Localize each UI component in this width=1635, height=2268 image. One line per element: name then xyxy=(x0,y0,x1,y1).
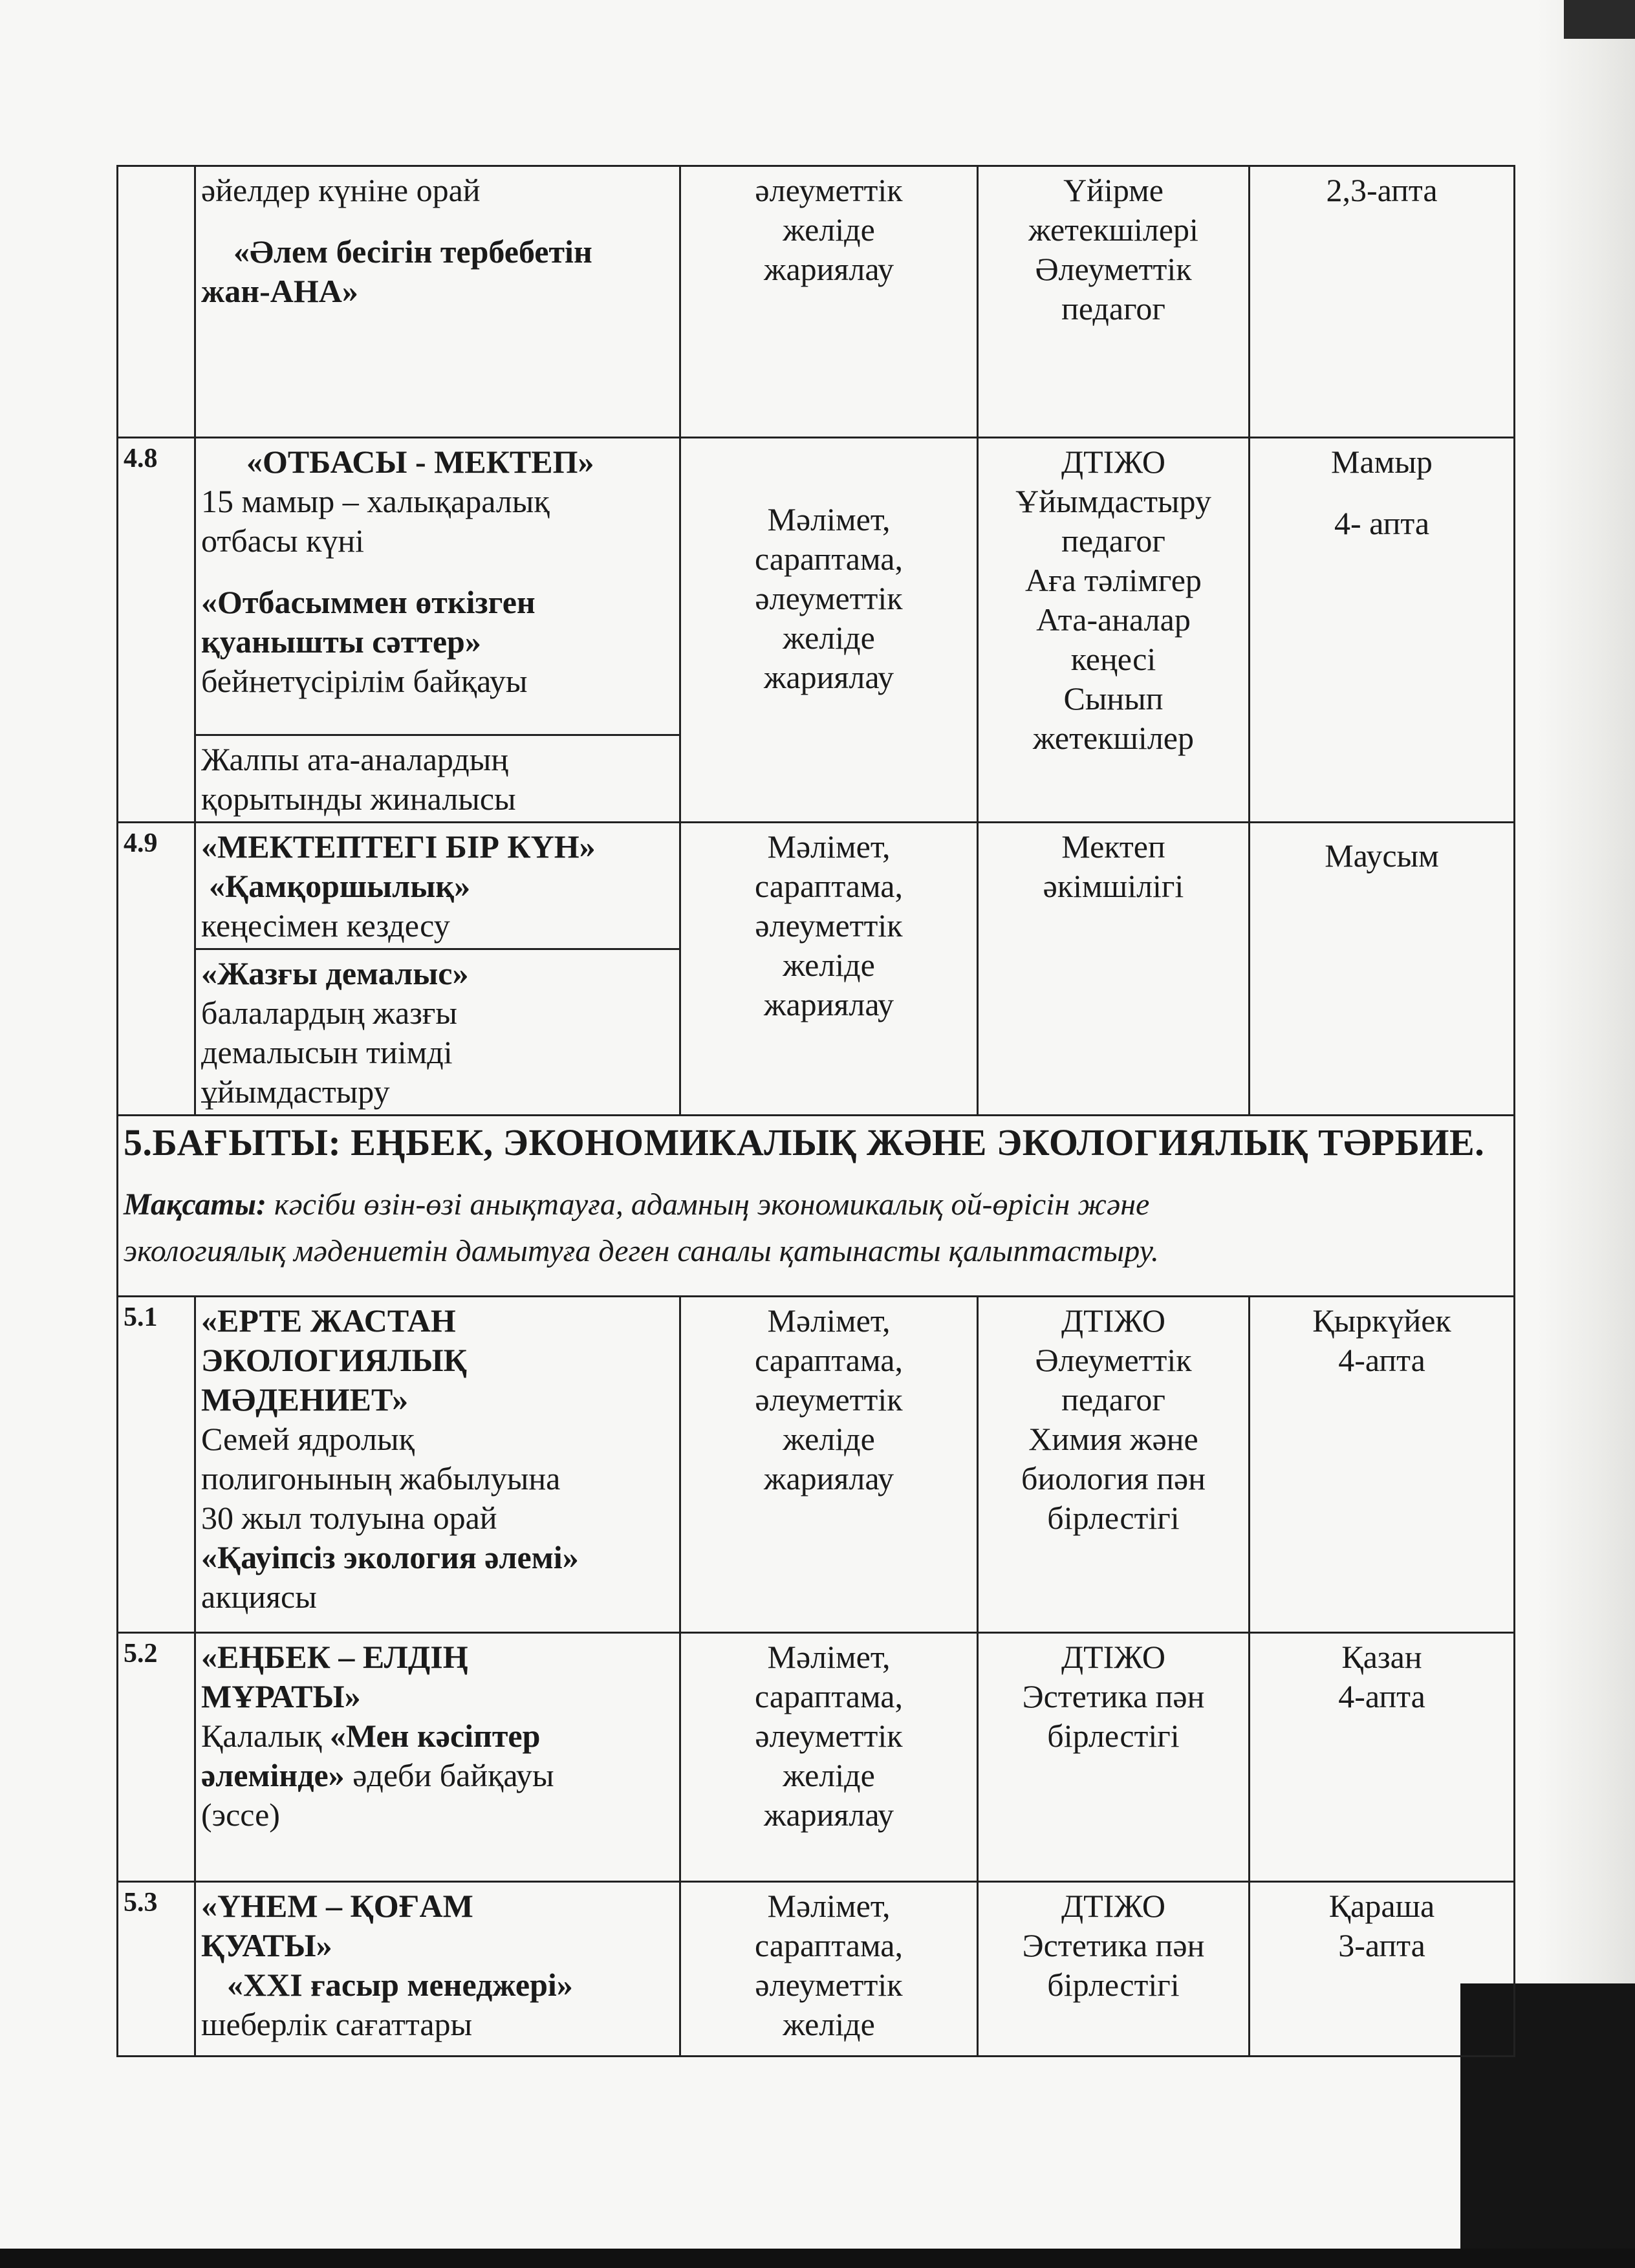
form-text: әлеуметтік xyxy=(755,172,903,208)
responsible-text: жетекшілері xyxy=(1028,211,1198,248)
responsible-text: Химия және xyxy=(1028,1421,1198,1457)
event-text: полигонының жабылуына xyxy=(201,1460,561,1496)
form-text: сараптама, xyxy=(755,541,903,577)
form-cell xyxy=(680,1297,978,1633)
page-edge-shadow xyxy=(1538,0,1635,2268)
time-cell xyxy=(1250,823,1515,1116)
table-row xyxy=(118,1633,1515,1882)
event-text: бейнетүсірілім байқауы xyxy=(201,663,528,699)
event-text-bold: әлемінде» xyxy=(201,1757,345,1793)
event-cell xyxy=(195,949,680,1116)
scan-corner-top xyxy=(1564,0,1635,39)
form-text: сараптама, xyxy=(755,868,903,904)
event-title: «Қауіпсіз экология әлемі» xyxy=(201,1539,579,1575)
form-text: желіде xyxy=(783,620,875,656)
table-row xyxy=(118,438,1515,735)
plan-table xyxy=(116,165,1515,2057)
table-row xyxy=(118,823,1515,949)
responsible-text: биология пән xyxy=(1021,1460,1206,1496)
form-text: әлеуметтік xyxy=(755,907,903,944)
event-cell xyxy=(195,823,680,949)
event-title: «Әлем бесігін тербебетін xyxy=(233,233,592,270)
responsible-text: педагог xyxy=(1061,1381,1165,1418)
event-title: «ЕҢБЕК – ЕЛДІҢ xyxy=(201,1639,468,1675)
event-text-part: әдеби байқауы xyxy=(344,1757,554,1793)
time-text: 4- апта xyxy=(1334,505,1430,541)
section-cell xyxy=(118,1116,1515,1297)
form-text: әлеуметтік xyxy=(755,1718,903,1754)
event-text xyxy=(201,1716,674,1756)
responsible-text: бірлестігі xyxy=(1047,1718,1180,1754)
event-title: «Жазғы демалыс» xyxy=(201,955,469,991)
form-text: жариялау xyxy=(763,251,894,287)
responsible-text: педагог xyxy=(1061,290,1165,327)
time-cell xyxy=(1250,438,1515,823)
form-text: сараптама, xyxy=(755,1927,903,1963)
form-text: сараптама, xyxy=(755,1342,903,1378)
event-cell xyxy=(195,1297,680,1633)
responsible-text: ДТІЖО xyxy=(1061,1888,1165,1924)
responsible-cell xyxy=(978,1882,1250,2057)
form-cell xyxy=(680,1882,978,2057)
event-title: «Отбасыммен өткізген xyxy=(201,584,536,620)
event-text: қорытынды жиналысы xyxy=(201,781,516,817)
responsible-text: Эстетика пән xyxy=(1022,1927,1205,1963)
form-text: желіде xyxy=(783,2006,875,2042)
responsible-text: Ата-аналар xyxy=(1036,601,1191,638)
event-title: ҚУАТЫ» xyxy=(201,1927,332,1963)
table-row xyxy=(118,1297,1515,1633)
responsible-text: кеңесі xyxy=(1070,641,1156,677)
time-cell xyxy=(1250,1882,1515,2057)
event-text: демалысын тиімді xyxy=(201,1034,453,1070)
section-goal xyxy=(124,1182,1508,1275)
form-text: Мәлімет, xyxy=(767,1888,891,1924)
responsible-text: Әлеуметтік xyxy=(1035,251,1192,287)
responsible-text: Ұйымдастыру xyxy=(1015,483,1211,519)
responsible-text: Сынып xyxy=(1063,680,1164,717)
form-text: желіде xyxy=(783,211,875,248)
responsible-text: ДТІЖО xyxy=(1061,1639,1165,1675)
event-title: «ҮНЕМ – ҚОҒАМ xyxy=(201,1888,473,1924)
responsible-text: педагог xyxy=(1061,523,1165,559)
form-text: әлеуметтік xyxy=(755,580,903,616)
time-text: Қазан xyxy=(1341,1639,1422,1675)
event-text: (эссе) xyxy=(201,1797,280,1833)
row-number: 5.1 xyxy=(118,1297,195,1633)
form-text: желіде xyxy=(783,947,875,983)
row-number: 5.2 xyxy=(118,1633,195,1882)
event-title: «XXI ғасыр менеджері» xyxy=(227,1967,573,2003)
form-cell xyxy=(680,1633,978,1882)
time-cell xyxy=(1250,166,1515,438)
event-text-part: Қалалық xyxy=(201,1718,330,1754)
goal-text: кәсіби өзін-өзі анықтауға, адамның экономикалық ой-өрісін және xyxy=(266,1187,1150,1222)
form-text: желіде xyxy=(783,1757,875,1793)
responsible-text: Әлеуметтік xyxy=(1035,1342,1192,1378)
time-text: 3-апта xyxy=(1338,1927,1425,1963)
form-cell xyxy=(680,823,978,1116)
scan-border-bottom xyxy=(0,2249,1635,2268)
row-number: 4.8 xyxy=(118,438,195,823)
event-cell xyxy=(195,438,680,735)
responsible-text: әкімшілігі xyxy=(1043,868,1184,904)
responsible-text: Эстетика пән xyxy=(1022,1678,1205,1714)
event-text: акциясы xyxy=(201,1579,317,1615)
responsible-cell xyxy=(978,438,1250,823)
row-number xyxy=(118,166,195,438)
event-text: 15 мамыр – халықаралық xyxy=(201,483,550,519)
event-title: МӘДЕНИЕТ» xyxy=(201,1381,409,1418)
event-text: отбасы күні xyxy=(201,523,365,559)
event-cell xyxy=(195,1633,680,1882)
form-text: жариялау xyxy=(763,1460,894,1496)
form-text: жариялау xyxy=(763,986,894,1022)
form-text: Мәлімет, xyxy=(767,1639,891,1675)
section-row xyxy=(118,1116,1515,1297)
form-cell xyxy=(680,438,978,823)
time-text: Маусым xyxy=(1325,837,1439,874)
responsible-text: жетекшілер xyxy=(1033,720,1194,756)
responsible-text: Мектеп xyxy=(1061,828,1165,865)
table-row xyxy=(118,166,1515,438)
event-text xyxy=(201,1756,674,1795)
responsible-cell xyxy=(978,1297,1250,1633)
event-cell xyxy=(195,1882,680,2057)
time-text: 4-апта xyxy=(1338,1342,1425,1378)
form-text: әлеуметтік xyxy=(755,1381,903,1418)
event-title: ЭКОЛОГИЯЛЫҚ xyxy=(201,1342,467,1378)
form-text: жариялау xyxy=(763,1797,894,1833)
event-text: кеңесімен кездесу xyxy=(201,907,450,944)
time-cell xyxy=(1250,1633,1515,1882)
event-text: Жалпы ата-аналардың xyxy=(201,741,509,777)
responsible-cell xyxy=(978,823,1250,1116)
event-title: «Қамқоршылық» xyxy=(209,868,471,904)
event-text: балалардың жазғы xyxy=(201,995,458,1031)
form-text: Мәлімет, xyxy=(767,828,891,865)
event-text: ұйымдастыру xyxy=(201,1074,390,1110)
form-text: әлеуметтік xyxy=(755,1967,903,2003)
responsible-cell xyxy=(978,166,1250,438)
responsible-text: Үйірме xyxy=(1063,172,1164,208)
event-title: «ЕРТЕ ЖАСТАН xyxy=(201,1302,456,1339)
form-text: Мәлімет, xyxy=(767,501,891,537)
form-text: жариялау xyxy=(763,659,894,695)
form-text: сараптама, xyxy=(755,1678,903,1714)
event-cell xyxy=(195,735,680,823)
time-text: 2,3-апта xyxy=(1326,172,1438,208)
form-text: Мәлімет, xyxy=(767,1302,891,1339)
responsible-text: бірлестігі xyxy=(1047,1500,1180,1536)
event-title: «МЕКТЕПТЕГІ БІР КҮН» xyxy=(201,828,596,865)
event-text: Семей ядролық xyxy=(201,1421,415,1457)
time-text: Қараша xyxy=(1328,1888,1435,1924)
responsible-text: ДТІЖО xyxy=(1061,444,1165,480)
event-text-bold: «Мен кәсіптер xyxy=(329,1718,541,1754)
section-title: 5.БАҒЫТЫ: ЕҢБЕК, ЭКОНОМИКАЛЫҚ ЖӘНЕ ЭКОЛОГИЯЛЫҚ ТӘРБИЕ. xyxy=(124,1121,1485,1163)
event-title: қуанышты сәттер» xyxy=(201,623,481,660)
form-text: желіде xyxy=(783,1421,875,1457)
event-title: «ОТБАСЫ - МЕКТЕП» xyxy=(246,444,594,480)
form-cell xyxy=(680,166,978,438)
responsible-cell xyxy=(978,1633,1250,1882)
table-row xyxy=(118,1882,1515,2057)
responsible-text: бірлестігі xyxy=(1047,1967,1180,2003)
time-text: Қыркүйек xyxy=(1312,1302,1451,1339)
row-number: 5.3 xyxy=(118,1882,195,2057)
goal-label: Мақсаты: xyxy=(124,1187,267,1222)
event-text: 30 жыл толуына орай xyxy=(201,1500,497,1536)
time-text: 4-апта xyxy=(1338,1678,1425,1714)
event-text: шеберлік сағаттары xyxy=(201,2006,473,2042)
goal-text: экологиялық мәдениетін дамытуға деген саналы қатынасты қалыптастыру. xyxy=(124,1233,1159,1268)
event-title: жан-АНА» xyxy=(201,273,358,309)
time-text: Мамыр xyxy=(1331,444,1433,480)
event-text: әйелдер күніне орай xyxy=(201,172,481,208)
event-cell xyxy=(195,166,680,438)
responsible-text: Аға тәлімгер xyxy=(1025,562,1202,598)
responsible-text: ДТІЖО xyxy=(1061,1302,1165,1339)
event-title: МҰРАТЫ» xyxy=(201,1678,361,1714)
time-cell xyxy=(1250,1297,1515,1633)
row-number: 4.9 xyxy=(118,823,195,1116)
